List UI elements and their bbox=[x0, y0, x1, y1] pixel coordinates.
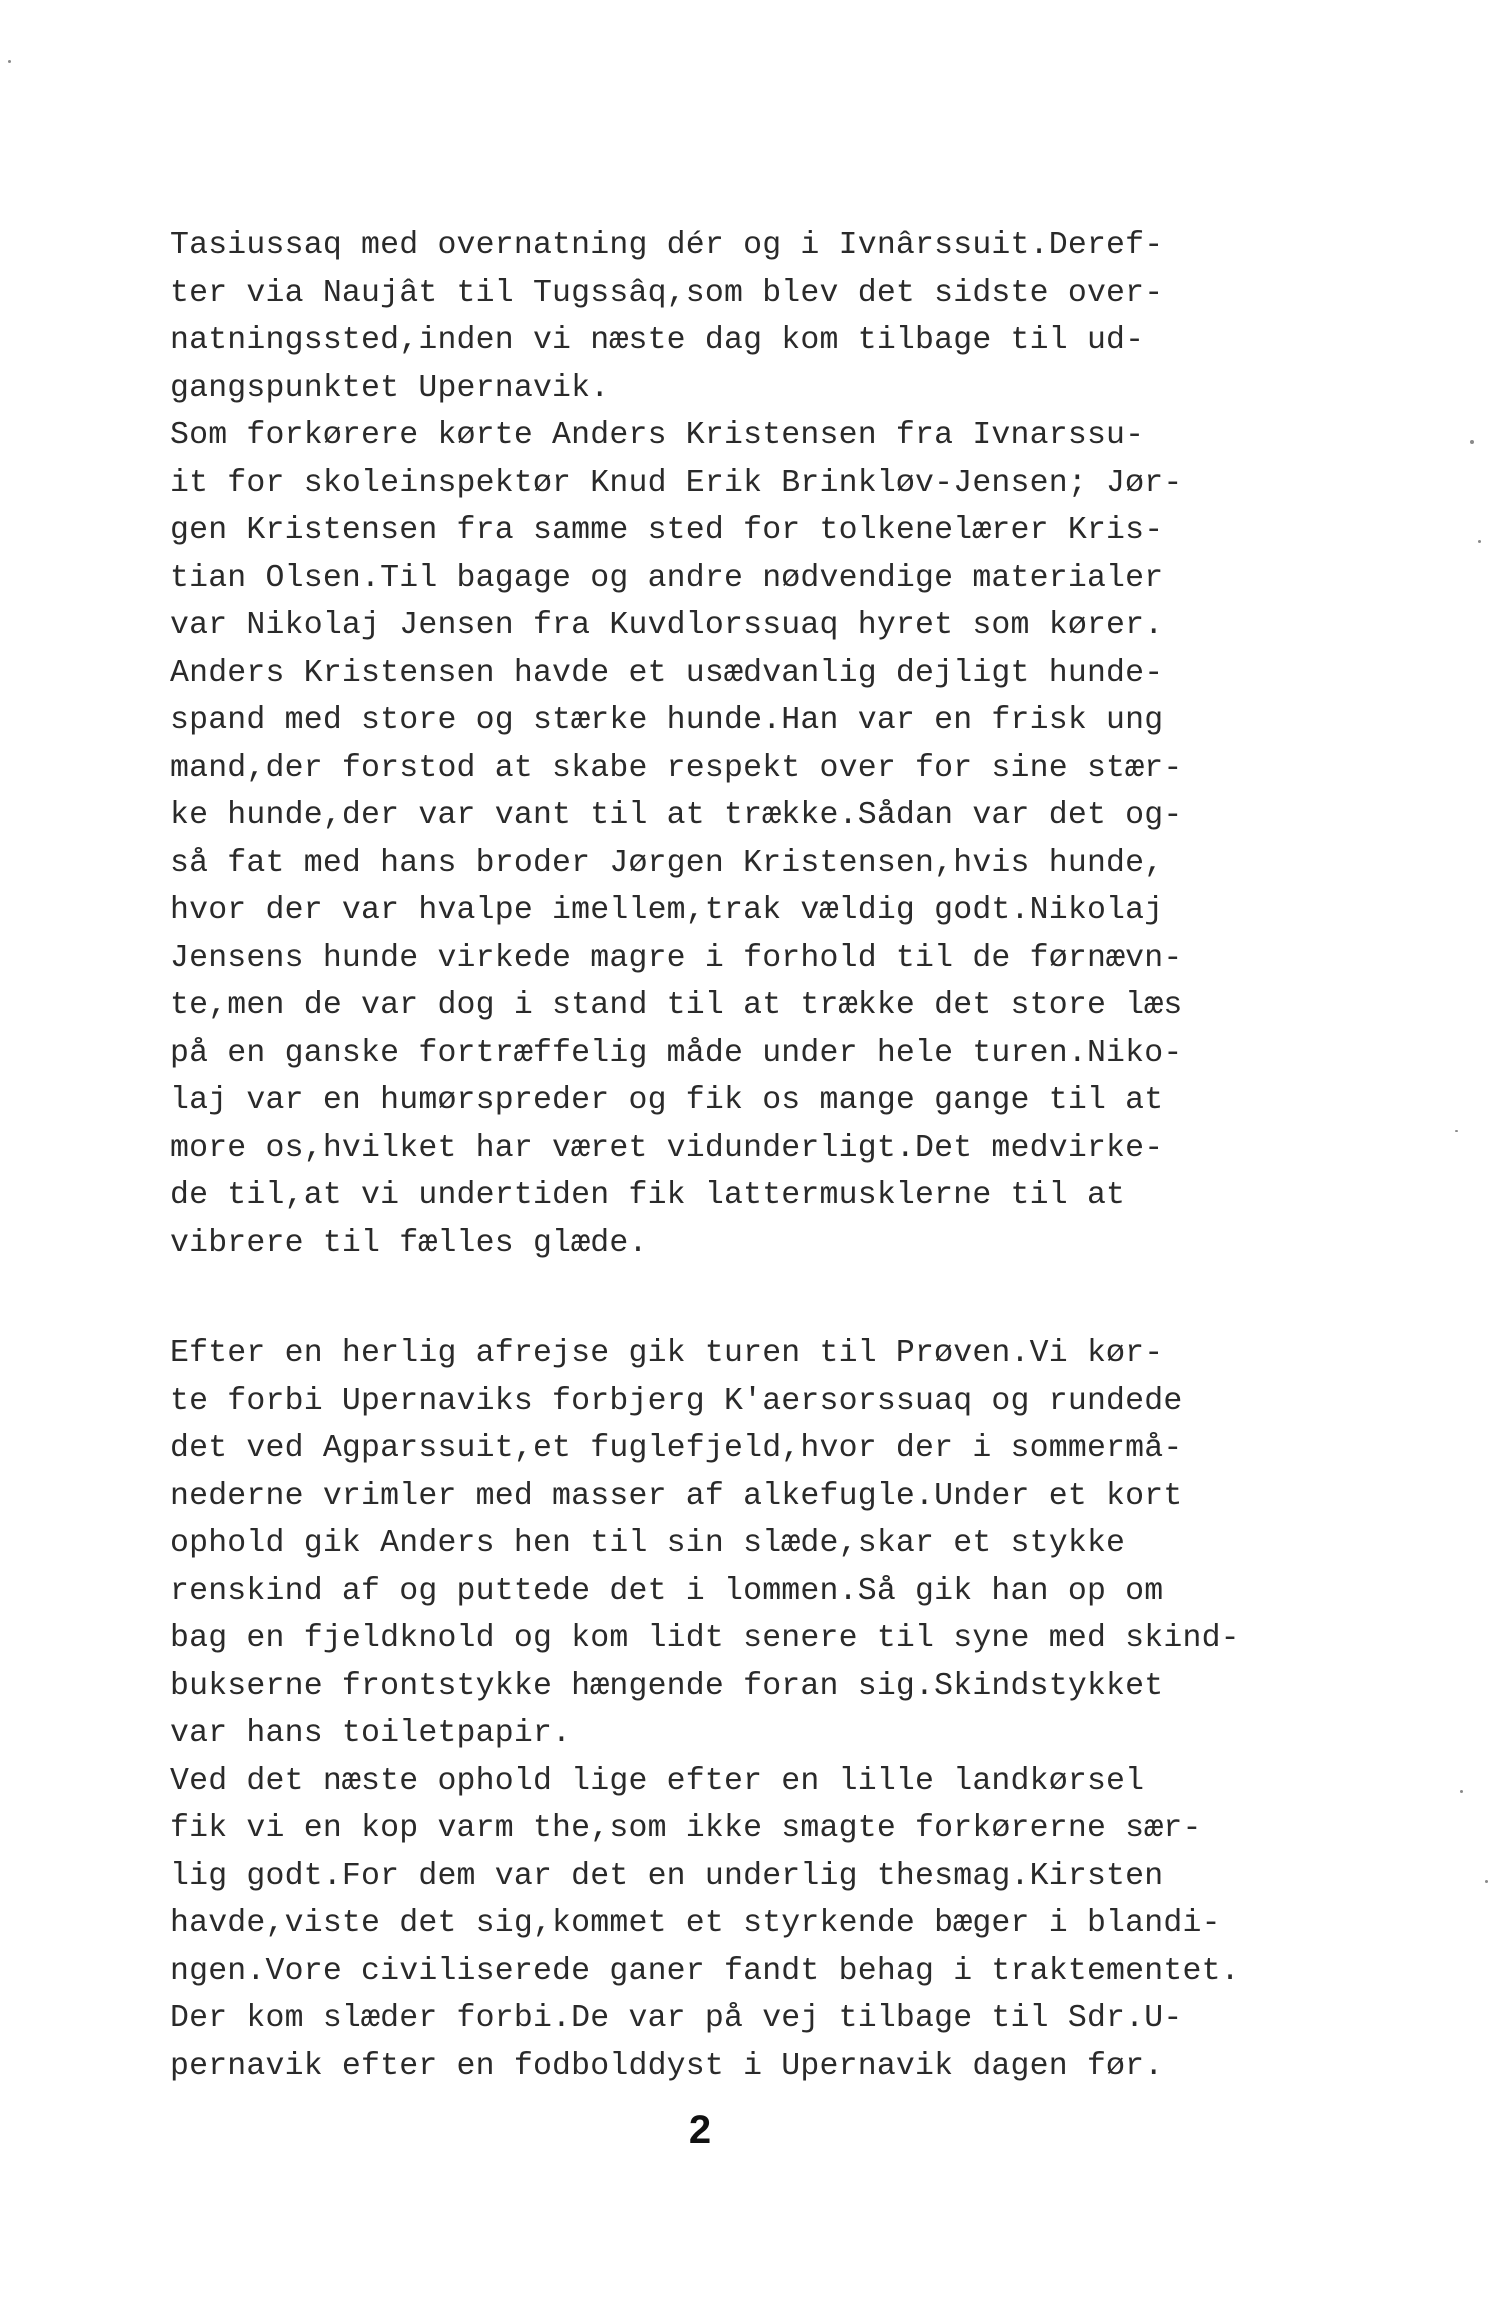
text-line: te forbi Upernaviks forbjerg K'aersorssuaq og rundede bbox=[170, 1383, 1183, 1419]
text-line: vibrere til fælles glæde. bbox=[170, 1225, 648, 1261]
scan-speck bbox=[8, 60, 11, 63]
text-line: bag en fjeldknold og kom lidt senere til syne med skind- bbox=[170, 1621, 1240, 1656]
text-line: det ved Agparssuit,et fuglefjeld,hvor der i sommermå- bbox=[170, 1431, 1183, 1466]
text-line: bukserne frontstykke hængende foran sig.Skindstykket bbox=[170, 1668, 1164, 1704]
text-line: hvor der var hvalpe imellem,trak vældig godt.Nikolaj bbox=[170, 893, 1164, 928]
paragraph-block-1 bbox=[170, 222, 1300, 1267]
text-line: fik vi en kop varm the,som ikke smagte forkørerne sær- bbox=[170, 1811, 1202, 1846]
text-line: så fat med hans broder Jørgen Kristensen,hvis hunde, bbox=[170, 845, 1164, 881]
text-line: gen Kristensen fra samme sted for tolkenelærer Kris- bbox=[170, 513, 1164, 548]
text-line: havde,viste det sig,kommet et styrkende bæger i blandi- bbox=[170, 1906, 1221, 1941]
text-line: ngen.Vore civiliserede ganer fandt behag i traktementet. bbox=[170, 1953, 1240, 1989]
scan-speck bbox=[1460, 1790, 1463, 1793]
text-line: spand med store og stærke hunde.Han var en frisk ung bbox=[170, 703, 1164, 738]
text-line: lig godt.For dem var det en underlig thesmag.Kirsten bbox=[170, 1858, 1164, 1894]
text-line: te,men de var dog i stand til at trække det store læs bbox=[170, 988, 1183, 1023]
text-line: Tasiussaq med overnatning dér og i Ivnârssuit.Deref- bbox=[170, 228, 1164, 263]
text-line: ter via Naujât til Tugssâq,som blev det sidste over- bbox=[170, 275, 1164, 311]
text-line: natningssted,inden vi næste dag kom tilbage til ud- bbox=[170, 323, 1145, 358]
text-line: renskind af og puttede det i lommen.Så gik han op om bbox=[170, 1573, 1164, 1609]
page-number: 2 bbox=[688, 2108, 712, 2152]
text-line: Anders Kristensen havde et usædvanlig dejligt hunde- bbox=[170, 655, 1164, 691]
text-line: ke hunde,der var vant til at trække.Sådan var det og- bbox=[170, 798, 1183, 833]
text-line: tian Olsen.Til bagage og andre nødvendige materialer bbox=[170, 560, 1164, 596]
text-line: Som forkørere kørte Anders Kristensen fra Ivnarssu- bbox=[170, 418, 1145, 453]
text-line: Ved det næste ophold lige efter en lille landkørsel bbox=[170, 1763, 1145, 1799]
text-line: Efter en herlig afrejse gik turen til Prøven.Vi kør- bbox=[170, 1336, 1164, 1371]
text-line: var Nikolaj Jensen fra Kuvdlorssuaq hyret som kører. bbox=[170, 608, 1164, 643]
paragraph-block-2 bbox=[170, 1330, 1300, 2090]
text-line: gangspunktet Upernavik. bbox=[170, 370, 610, 406]
text-line: på en ganske fortræffelig måde under hele turen.Niko- bbox=[170, 1035, 1183, 1071]
text-line: mand,der forstod at skabe respekt over for sine stær- bbox=[170, 750, 1183, 786]
scan-speck bbox=[1455, 1130, 1458, 1132]
text-line: pernavik efter en fodbolddyst i Upernavik dagen før. bbox=[170, 2048, 1164, 2084]
text-line: Jensens hunde virkede magre i forhold til de førnævn- bbox=[170, 940, 1183, 976]
scan-speck bbox=[1470, 440, 1474, 444]
text-line: it for skoleinspektør Knud Erik Brinkløv-Jensen; Jør- bbox=[170, 465, 1183, 501]
text-line: more os,hvilket har været vidunderligt.Det medvirke- bbox=[170, 1130, 1164, 1166]
text-line: ophold gik Anders hen til sin slæde,skar et stykke bbox=[170, 1526, 1126, 1561]
text-line: laj var en humørspreder og fik os mange gange til at bbox=[170, 1083, 1164, 1118]
text-line: nederne vrimler med masser af alkefugle.Under et kort bbox=[170, 1478, 1183, 1514]
scan-speck bbox=[1485, 1880, 1488, 1883]
text-line: var hans toiletpapir. bbox=[170, 1716, 572, 1751]
text-line: de til,at vi undertiden fik lattermusklerne til at bbox=[170, 1178, 1126, 1213]
text-line: Der kom slæder forbi.De var på vej tilbage til Sdr.U- bbox=[170, 2001, 1183, 2036]
scan-speck bbox=[1478, 540, 1481, 543]
